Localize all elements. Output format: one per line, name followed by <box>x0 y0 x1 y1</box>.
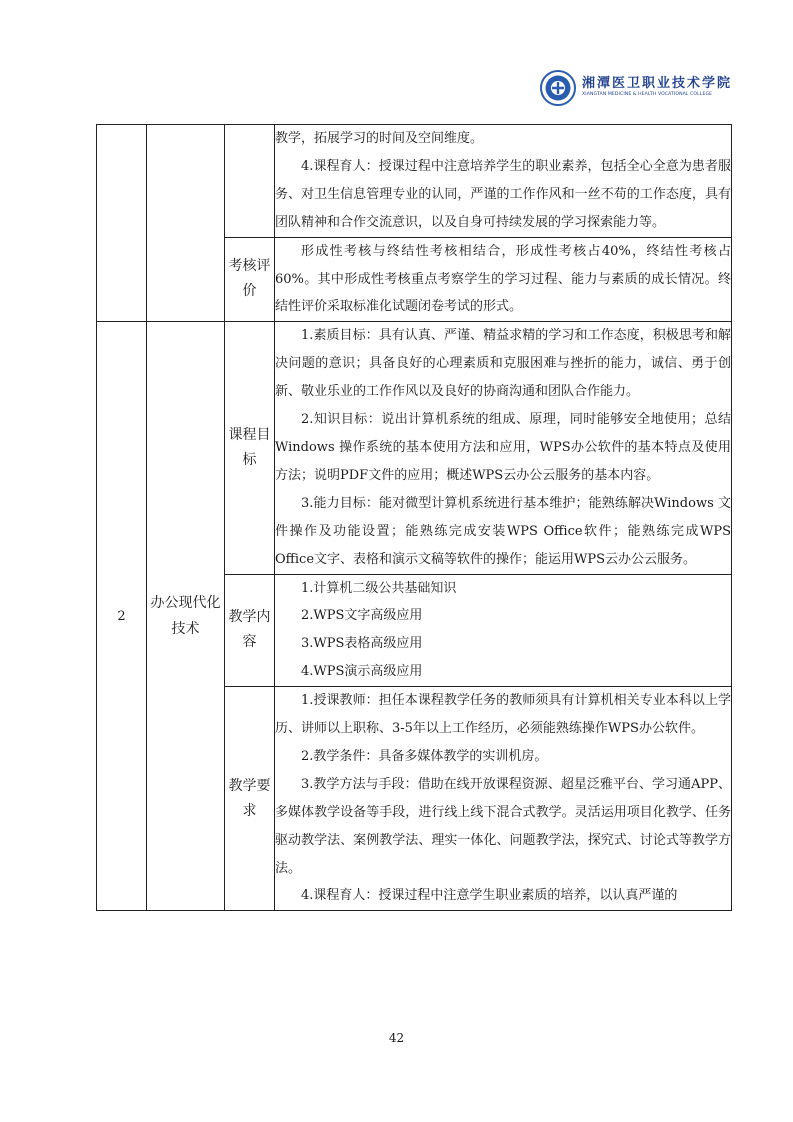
paragraph: 4.课程育人：授课过程中注意培养学生的职业素养，包括全心全意为患者服务、对卫生信息管理专业的认同，严谨的工作作风和一丝不苟的工作态度，具有团队精神和合作交流意识，以及自身可持续发展的学习探索能力等。 <box>275 158 731 230</box>
college-logo <box>540 70 733 110</box>
paragraph: 4.课程育人：授课过程中注意学生职业素质的培养，以认真严谨的 <box>301 888 678 904</box>
paragraph: 2.教学条件：具备多媒体教学的实训机房。 <box>301 748 548 764</box>
course-name: 办公现代化技术 <box>147 322 225 911</box>
course-number: 2 <box>97 322 147 911</box>
list-item: 4.WPS演示高级应用 <box>301 664 423 680</box>
requirements-content <box>275 687 732 911</box>
objectives-label: 课程目标 <box>225 322 275 574</box>
row1-requirements-content <box>275 125 732 238</box>
content-label: 教学内容 <box>225 574 275 687</box>
row1-course-cell <box>147 125 225 322</box>
paragraph: 3.教学方法与手段：借助在线开放课程资源、超星泛雅平台、学习通APP、多媒体教学设备等手段，进行线上线下混合式教学。灵活运用项目化教学、任务驱动教学法、案例教学法、理实一体化、问题教学法，探究式、讨论式等教学方法。 <box>275 776 731 876</box>
page-number: 42 <box>388 1031 405 1045</box>
list-item: 3.WPS表格高级应用 <box>301 636 423 652</box>
paragraph: 教学，拓展学习的时间及空间维度。 <box>275 131 484 146</box>
college-name-en: XIANGTAN MEDICINE & HEALTH VOCATIONAL COLLEGE <box>582 92 713 97</box>
paragraph: 2.知识目标：说出计算机系统的组成、原理，同时能够安全地使用；总结Windows 操作系统的基本使用方法和应用，WPS办公软件的基本特点及使用方法；说明PDF文件的应用；概述WPS云办公云服务的基本内容。 <box>275 412 731 483</box>
table-row <box>97 322 732 574</box>
assessment-label: 考核评价 <box>225 237 275 322</box>
list-item: 2.WPS文字高级应用 <box>301 608 423 624</box>
row1-number-cell <box>97 125 147 322</box>
teaching-content <box>275 574 732 687</box>
college-name-cn: 湘潭医卫职业技术学院 <box>582 76 733 91</box>
paragraph: 1.素质目标：具有认真、严谨、精益求精的学习和工作态度，积极思考和解决问题的意识；具备良好的心理素质和克服困难与挫折的能力，诚信、勇于创新、敬业乐业的工作作风以及良好的协商沟通和团队合作能力。 <box>275 328 731 400</box>
row1-category-cell <box>225 125 275 238</box>
paragraph: 1.授课教师：担任本课程教学任务的教师须具有计算机相关专业本科以上学历、讲师以上职称、3-5年以上工作经历，必须能熟练操作WPS办公软件。 <box>275 693 731 737</box>
college-emblem-icon <box>540 70 576 106</box>
requirements-label: 教学要求 <box>225 687 275 911</box>
assessment-content <box>275 237 732 322</box>
table-row <box>97 125 732 238</box>
paragraph: 3.能力目标：能对微型计算机系统进行基本维护；能熟练解决Windows 文件操作及功能设置；能熟练完成安装WPS Office软件；能熟练完成WPS Office文字、表格和演示文稿等软件的操作；能运用WPS云办公云服务。 <box>275 495 731 567</box>
objectives-content <box>275 322 732 574</box>
curriculum-table <box>96 124 732 911</box>
paragraph: 形成性考核与终结性考核相结合，形成性考核占40%，终结性考核占60%。其中形成性考核重点考察学生的学习过程、能力与素质的成长情况。终结性评价采取标准化试题闭卷考试的形式。 <box>275 243 731 315</box>
list-item: 1.计算机二级公共基础知识 <box>301 580 457 596</box>
